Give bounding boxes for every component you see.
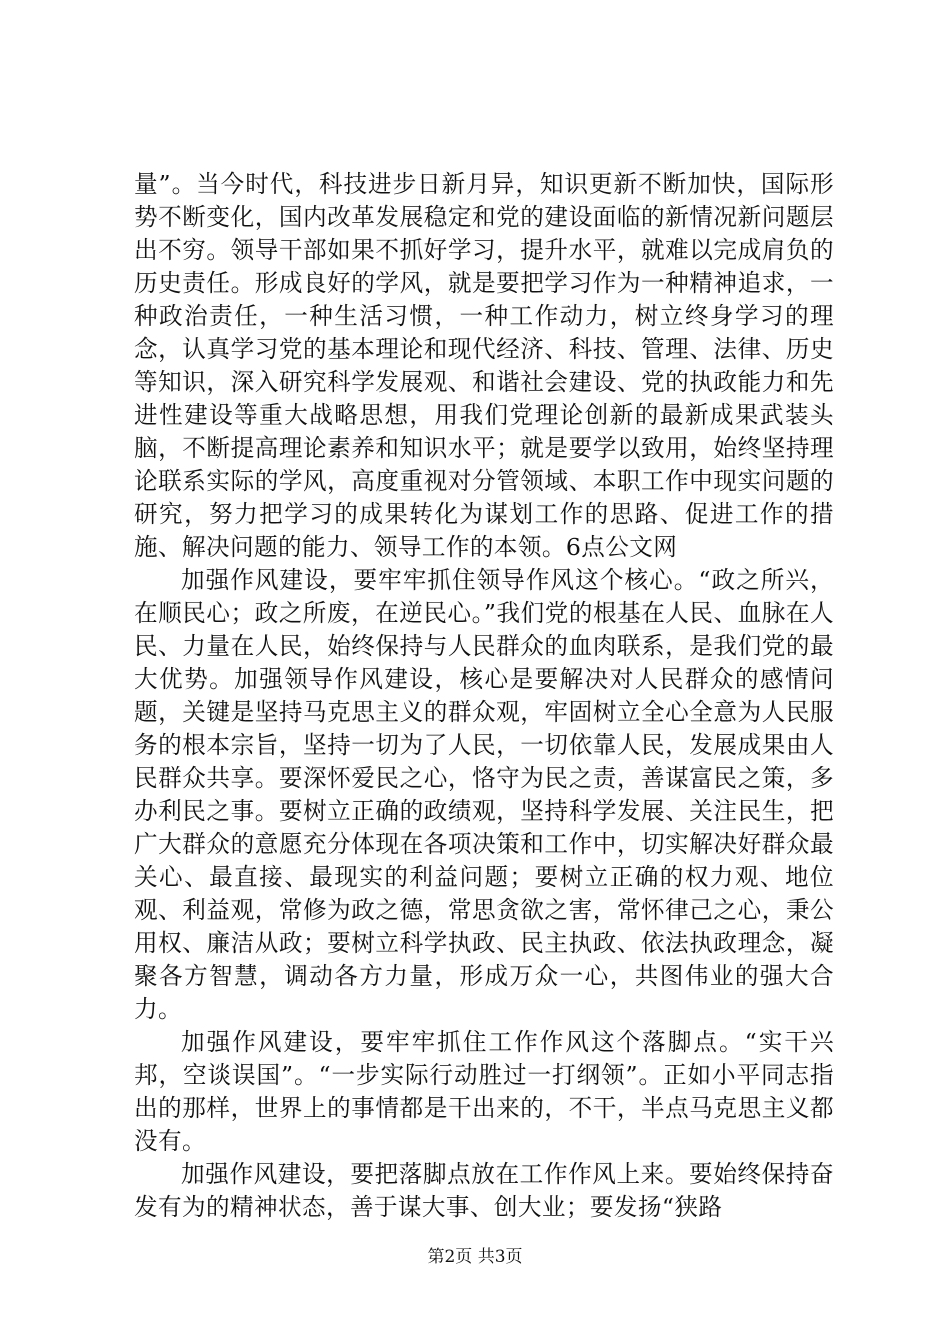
document-body — [134, 168, 834, 1224]
paragraph-3: 加强作风建设，要牢牢抓住工作作风这个落脚点。“实干兴邦，空谈误国”。“一步实际行动胜过一打纲领”。正如小平同志指出的那样，世界上的事情都是干出来的，不干，半点马克思主义都没有。 — [134, 1028, 834, 1155]
page-footer: 第2页 共3页 — [427, 1247, 523, 1267]
paragraph-4: 加强作风建设，要把落脚点放在工作作风上来。要始终保持奋发有为的精神状态，善于谋大事、创大业；要发扬“狭路 — [134, 1160, 834, 1221]
paragraph-1: 量”。当今时代，科技进步日新月异，知识更新不断加快，国际形势不断变化，国内改革发展稳定和党的建设面临的新情况新问题层出不穷。领导干部如果不抓好学习，提升水平，就难以完成肩负的历史责任。形成良好的学风，就是要把学习作为一种精神追求，一种政治责任，一种生活习惯，一种工作动力，树立终身学习的理念，认真学习党的基本理论和现代经济、科技、管理、法律、历史等知识，深入研究科学发展观、和谐社会建设、党的执政能力和先进性建设等重大战略思想，用我们党理论创新的最新成果武装头脑，不断提高理论素养和知识水平；就是要学以致用，始终坚持理论联系实际的学风，高度重视对分管领域、本职工作中现实问题的研究，努力把学习的成果转化为谋划工作的思路、促进工作的措施、解决问题的能力、领导工作的本领。6点公文网 — [134, 170, 834, 561]
paragraph-2: 加强作风建设，要牢牢抓住领导作风这个核心。“政之所兴，在顺民心；政之所废，在逆民心。”我们党的根基在人民、血脉在人民、力量在人民，始终保持与人民群众的血肉联系，是我们党的最大优势。加强领导作风建设，核心是要解决对人民群众的感情问题，关键是坚持马克思主义的群众观，牢固树立全心全意为人民服务的根本宗旨，坚持一切为了人民，一切依靠人民，发展成果由人民群众共享。要深怀爱民之心，恪守为民之责，善谋富民之策，多办利民之事。要树立正确的政绩观，坚持科学发展、关注民生，把广大群众的意愿充分体现在各项决策和工作中，切实解决好群众最关心、最直接、最现实的利益问题；要树立正确的权力观、地位观、利益观，常修为政之德，常思贪欲之害，常怀律己之心，秉公用权、廉洁从政；要树立科学执政、民主执政、依法执政理念，凝聚各方智慧，调动各方力量，形成万众一心，共图伟业的强大合力。 — [134, 566, 834, 1023]
